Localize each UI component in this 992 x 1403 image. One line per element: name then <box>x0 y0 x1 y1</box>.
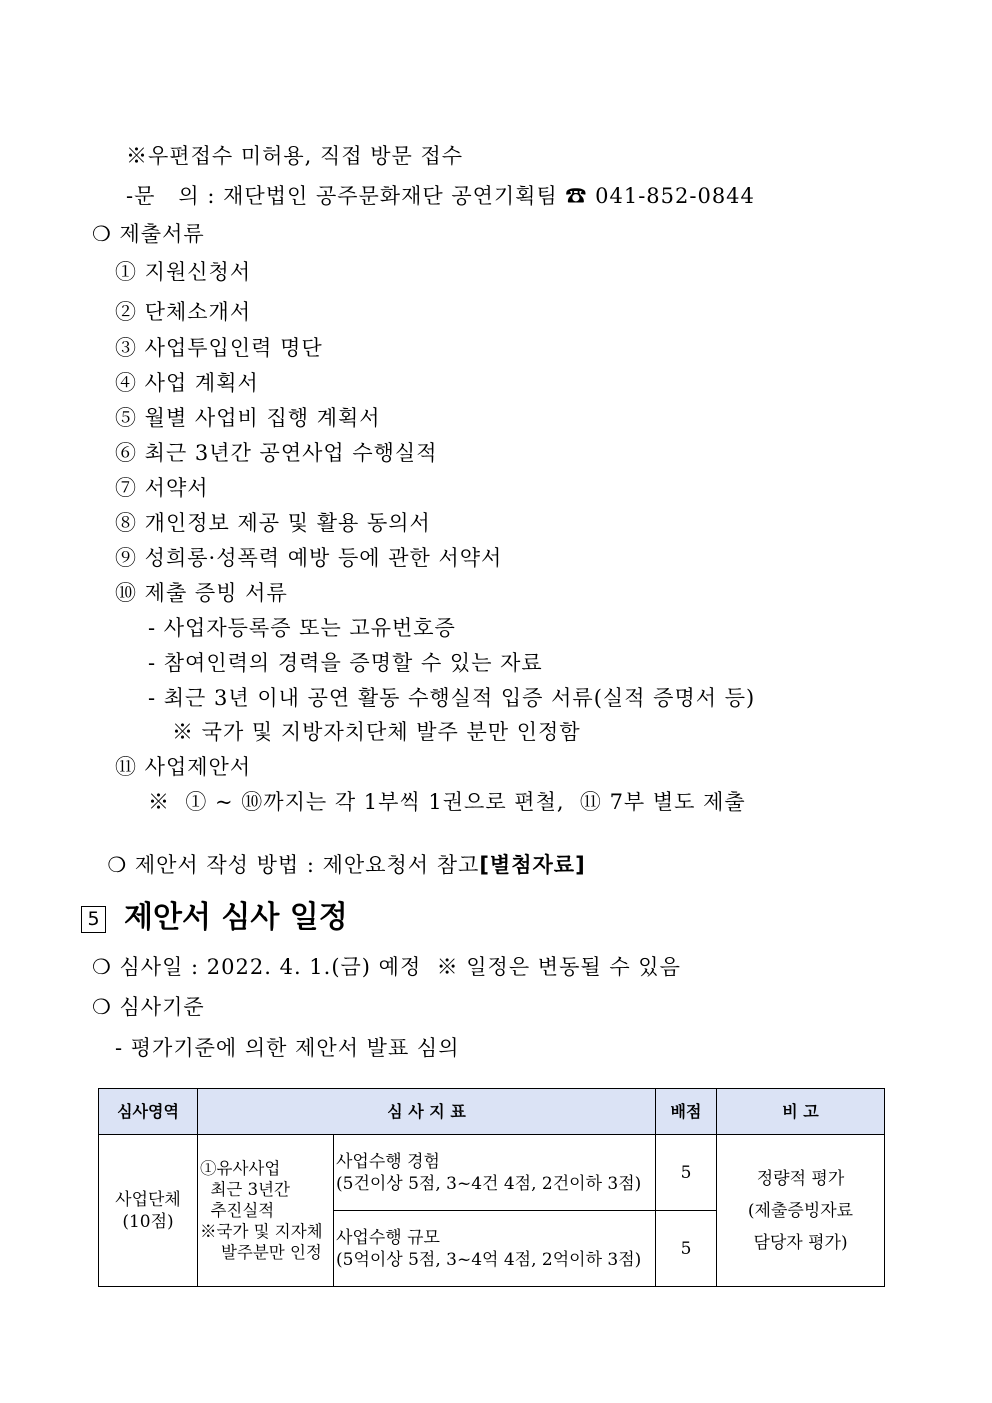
postal-note: ※우편접수 미허용, 직접 방문 접수 <box>126 144 464 168</box>
review-date: ❍ 심사일 : 2022. 4. 1.(금) 예정 ※ 일정은 변동될 수 있음 <box>92 955 681 979</box>
criterion-cell: 사업수행 규모 (5억이상 5점, 3~4억 4점, 2억이하 3점) <box>334 1211 656 1287</box>
proof-item: - 참여인력의 경력을 증명할 수 있는 자료 <box>148 651 543 675</box>
evaluation-table <box>98 1088 885 1287</box>
table-header-row <box>99 1089 885 1135</box>
score-cell: 5 <box>656 1135 717 1211</box>
document-item: ⑪ 사업제안서 <box>115 755 252 779</box>
inquiry-line: -문 의 : 재단법인 공주문화재단 공연기획팀 ☎ 041-852-0844 <box>126 184 755 208</box>
documents-heading: ❍ 제출서류 <box>92 222 205 246</box>
header-note: 비 고 <box>717 1089 885 1135</box>
area-cell: 사업단체 (10점) <box>99 1135 198 1287</box>
indicator-cell: ①유사사업 최근 3년간 추진실적 ※국가 및 지자체 발주분만 인정 <box>198 1135 334 1287</box>
document-item: ⑩ 제출 증빙 서류 <box>115 581 288 605</box>
score-cell: 5 <box>656 1211 717 1287</box>
proof-item: - 사업자등록증 또는 고유번호증 <box>148 616 456 640</box>
method-attachment: [별첨자료] <box>479 853 586 877</box>
document-item: ⑤ 월별 사업비 집행 계획서 <box>115 406 381 430</box>
document-item: ③ 사업투입인력 명단 <box>115 336 323 360</box>
document-item: ⑦ 서약서 <box>115 476 209 500</box>
document-item: ② 단체소개서 <box>115 300 252 324</box>
criterion-cell: 사업수행 경험 (5건이상 5점, 3~4건 4점, 2건이하 3점) <box>334 1135 656 1211</box>
header-score: 배점 <box>656 1089 717 1135</box>
header-area: 심사영역 <box>99 1089 198 1135</box>
binding-note: ※ ① ~ ⑩까지는 각 1부씩 1권으로 편철, ⑪ 7부 별도 제출 <box>148 790 746 814</box>
criteria-desc: - 평가기준에 의한 제안서 발표 심의 <box>115 1036 460 1060</box>
document-item: ⑧ 개인정보 제공 및 활용 동의서 <box>115 511 431 535</box>
document-item: ④ 사업 계획서 <box>115 371 259 395</box>
document-item: ① 지원신청서 <box>115 260 252 284</box>
proof-item: - 최근 3년 이내 공연 활동 수행실적 입증 서류(실적 증명서 등) <box>148 686 756 710</box>
section-number-box: 5 <box>81 906 106 933</box>
table-row <box>99 1135 885 1211</box>
note-cell: 정량적 평가 (제출증빙자료 담당자 평가) <box>717 1135 885 1287</box>
header-indicator: 심 사 지 표 <box>198 1089 656 1135</box>
criteria-heading: ❍ 심사기준 <box>92 995 205 1019</box>
method-line <box>92 823 586 879</box>
document-item: ⑥ 최근 3년간 공연사업 수행실적 <box>115 441 438 465</box>
document-item: ⑨ 성희롱·성폭력 예방 등에 관한 서약서 <box>115 546 503 570</box>
proof-note: ※ 국가 및 지방자치단체 발주 분만 인정함 <box>172 720 581 744</box>
method-text: ❍ 제안서 작성 방법 : 제안요청서 참고 <box>107 853 480 877</box>
section-title: 제안서 심사 일정 <box>124 900 348 935</box>
